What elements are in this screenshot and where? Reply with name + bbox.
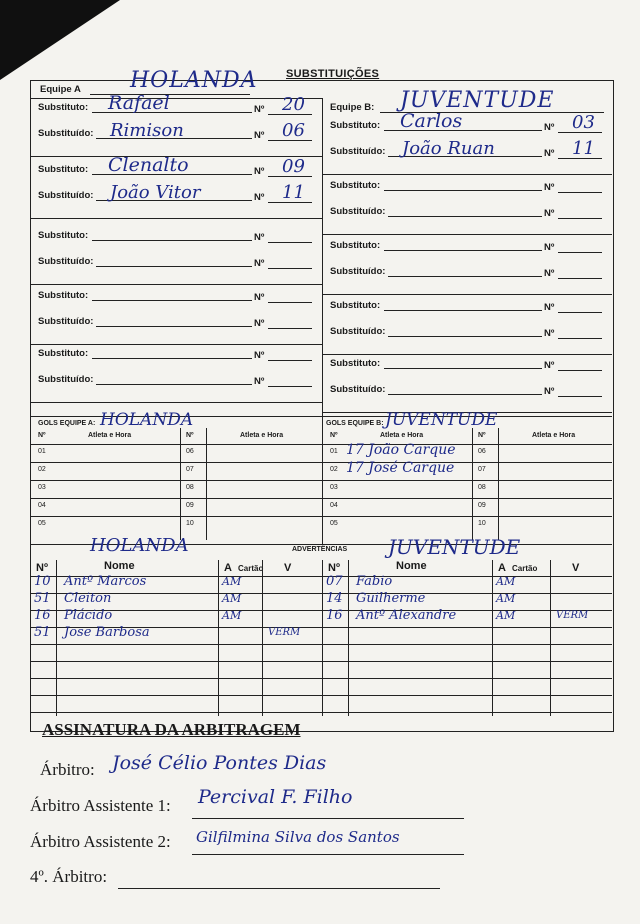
right-substituto-label-3: Substituto: — [330, 300, 381, 311]
left-substituido-num-label-1: Nº — [254, 192, 265, 203]
goal-row-num-b-right: 10 — [478, 520, 486, 527]
gols-a-label: GOLS EQUIPE A: — [38, 420, 96, 427]
left-substituto-num-label-0: Nº — [254, 104, 265, 115]
left-warn-no-head: Nº — [36, 562, 48, 574]
adv-team-b: JUVENTUDE — [388, 535, 521, 559]
warn-row-rule — [30, 610, 612, 611]
team-b-name: JUVENTUDE — [400, 88, 555, 113]
right-substituto-line-1 — [384, 190, 542, 191]
equipe-a-label: Equipe A — [40, 84, 81, 95]
left-substituto-label-3: Substituto: — [38, 290, 89, 301]
left-warn-a: AM — [222, 609, 242, 622]
left-substituto-line-4 — [92, 358, 252, 359]
right-substituido-label-0: Substituído: — [330, 146, 386, 157]
right-warn-v-head: V — [572, 562, 580, 574]
right-substituido-label-1: Substituído: — [330, 206, 386, 217]
right-warn-name: Fabio — [356, 574, 393, 589]
left-substituido-no-0: 06 — [282, 120, 305, 141]
right-warn-col-2 — [550, 560, 551, 716]
left-warn-a: AM — [222, 592, 242, 605]
right-substituto-num-line-3 — [558, 312, 602, 313]
goal-row-num: 01 — [38, 448, 46, 455]
left-substituto-num-label-2: Nº — [254, 232, 265, 243]
left-warn-a: AM — [222, 575, 242, 588]
right-warn-name: Antº Alexandre — [356, 608, 457, 623]
left-substituido-label-4: Substituído: — [38, 374, 94, 385]
left-pair-rule-1 — [30, 218, 322, 219]
goal-row-num-b: 04 — [330, 502, 338, 509]
arbitragem-heading: ASSINATURA DA ARBITRAGEM — [42, 720, 301, 739]
warn-row-rule — [30, 644, 612, 645]
goal-row-num-b: 03 — [330, 484, 338, 491]
right-substituto-label-2: Substituto: — [330, 240, 381, 251]
left-substituto-label-1: Substituto: — [38, 164, 89, 175]
right-warn-a: AM — [496, 575, 516, 588]
left-substituto-label-4: Substituto: — [38, 348, 89, 359]
right-warn-a-head: A — [498, 562, 506, 574]
goal-row-rule — [30, 516, 612, 517]
left-substituto-line-3 — [92, 300, 252, 301]
right-warn-col-1 — [492, 560, 493, 716]
goal-row-num-right: 07 — [186, 466, 194, 473]
right-substituto-num-label-4: Nº — [544, 360, 555, 371]
right-substituto-num-line-2 — [558, 252, 602, 253]
right-goal-num-head: Nº — [330, 432, 338, 439]
left-substituido-label-2: Substituído: — [38, 256, 94, 267]
left-substituido-label-1: Substituído: — [38, 190, 94, 201]
right-substituido-name-0: João Ruan — [402, 138, 495, 159]
left-substituido-num-line-2 — [268, 268, 312, 269]
right-goal-atleta-head: Atleta e Hora — [380, 432, 424, 439]
left-goal-num-head: Nº — [38, 432, 46, 439]
assist1-signature: Percival F. Filho — [198, 786, 353, 808]
goal-row-num-b-right: 09 — [478, 502, 486, 509]
right-warn-cartao-head: Cartão — [512, 564, 538, 573]
goal-row-num-right: 08 — [186, 484, 194, 491]
gols-b-label: GOLS EQUIPE B: — [326, 420, 384, 427]
left-warn-col-2 — [262, 560, 263, 716]
left-substituido-line-3 — [96, 326, 252, 327]
warn-row-rule — [30, 593, 612, 594]
right-warn-col-0 — [348, 560, 349, 716]
right-substituido-num-label-2: Nº — [544, 268, 555, 279]
adv-team-a: HOLANDA — [90, 535, 189, 556]
left-warn-no: 51 — [34, 625, 51, 640]
left-substituido-label-3: Substituído: — [38, 316, 94, 327]
assist1-line — [192, 818, 464, 819]
quarto-arbitro-line — [118, 888, 440, 889]
left-warn-name: Cleiton — [64, 591, 112, 606]
right-substituido-no-0: 11 — [572, 138, 595, 159]
goal-entry-b: 17 José Carque — [346, 460, 455, 476]
goal-row-num-right: 09 — [186, 502, 194, 509]
goal-row-num: 03 — [38, 484, 46, 491]
right-substituto-num-line-1 — [558, 192, 602, 193]
right-substituto-label-0: Substituto: — [330, 120, 381, 131]
gols-b-team: JUVENTUDE — [385, 410, 498, 430]
left-substituto-label-0: Substituto: — [38, 102, 89, 113]
page-title: SUBSTITUIÇÕES — [286, 68, 380, 80]
left-substituto-name-1: Clenalto — [108, 154, 189, 176]
warn-row-rule — [30, 695, 612, 696]
right-substituto-num-line-4 — [558, 370, 602, 371]
equipe-b-label: Equipe B: — [330, 102, 375, 113]
goal-row-rule — [30, 444, 612, 445]
goal-row-num: 05 — [38, 520, 46, 527]
right-goal-num-head-2: Nº — [478, 432, 486, 439]
left-substituido-num-label-4: Nº — [254, 376, 265, 387]
left-warn-name: Plácido — [64, 608, 113, 623]
right-substituto-line-3 — [384, 310, 542, 311]
left-warn-name: Jose Barbosa — [64, 625, 150, 640]
assist2-signature: Gilfilmina Silva dos Santos — [196, 828, 400, 846]
center-divider — [322, 98, 323, 416]
warn-row-rule — [30, 712, 612, 713]
right-substituto-name-0: Carlos — [400, 110, 463, 132]
right-warn-nome-head: Nome — [396, 560, 427, 572]
goal-row-num: 02 — [38, 466, 46, 473]
left-warn-no: 16 — [34, 608, 51, 623]
goal-row-rule — [30, 480, 612, 481]
assist2-label: Árbitro Assistente 2: — [30, 832, 171, 851]
left-substituto-name-0: Rafael — [108, 92, 170, 114]
gols-a-team: HOLANDA — [100, 410, 194, 430]
left-warn-cartao-head: Cartão — [238, 564, 264, 573]
right-substituto-num-label-1: Nº — [544, 182, 555, 193]
goal-row-num-b: 01 — [330, 448, 338, 455]
left-substituido-name-1: João Vitor — [110, 182, 201, 203]
left-substituto-label-2: Substituto: — [38, 230, 89, 241]
left-warn-no: 10 — [34, 574, 51, 589]
right-substituto-num-label-2: Nº — [544, 242, 555, 253]
left-warn-a-head: A — [224, 562, 232, 574]
right-substituido-line-2 — [388, 276, 542, 277]
left-substituido-line-4 — [96, 384, 252, 385]
warn-center-divider — [322, 560, 323, 716]
right-warn-name: Guilherme — [356, 591, 426, 606]
right-substituido-line-4 — [388, 394, 542, 395]
right-pair-rule-0 — [322, 174, 612, 175]
right-warn-no: 14 — [326, 591, 343, 606]
left-substituido-no-1: 11 — [282, 182, 305, 203]
right-goal-atleta-head-2: Atleta e Hora — [532, 432, 576, 439]
advertencias-label: ADVERTÊNCIAS — [292, 546, 348, 553]
assist2-line — [192, 854, 464, 855]
left-substituido-num-line-3 — [268, 328, 312, 329]
right-substituido-num-line-2 — [558, 278, 602, 279]
right-substituto-no-0: 03 — [572, 112, 595, 133]
left-substituto-no-0: 20 — [282, 94, 305, 115]
left-substituto-num-line-3 — [268, 302, 312, 303]
left-substituto-no-1: 09 — [282, 156, 305, 177]
goal-row-num-b-right: 07 — [478, 466, 486, 473]
right-substituido-num-label-3: Nº — [544, 328, 555, 339]
goal-row-rule — [30, 462, 612, 463]
left-substituido-num-label-2: Nº — [254, 258, 265, 269]
left-pair-rule-2 — [30, 284, 322, 285]
right-substituido-num-label-1: Nº — [544, 208, 555, 219]
left-substituido-name-0: Rimison — [110, 120, 184, 141]
left-warn-v: VERM — [268, 627, 301, 638]
right-substituto-label-1: Substituto: — [330, 180, 381, 191]
right-substituto-line-4 — [384, 368, 542, 369]
right-warn-a: AM — [496, 609, 516, 622]
left-goal-atleta-head: Atleta e Hora — [88, 432, 132, 439]
left-substituido-label-0: Substituído: — [38, 128, 94, 139]
quarto-arbitro-label: 4º. Árbitro: — [30, 867, 108, 886]
right-substituido-num-line-3 — [558, 338, 602, 339]
right-warn-no: 16 — [326, 608, 343, 623]
right-substituto-label-4: Substituto: — [330, 358, 381, 369]
assist1-label: Árbitro Assistente 1: — [30, 796, 171, 815]
goal-row-num: 04 — [38, 502, 46, 509]
right-warn-v: VERM — [556, 610, 589, 621]
right-pair-rule-3 — [322, 354, 612, 355]
right-substituto-num-label-0: Nº — [544, 122, 555, 133]
team-a-name: HOLANDA — [130, 68, 258, 93]
warn-row-rule — [30, 661, 612, 662]
right-warn-no: 07 — [326, 574, 343, 589]
equipe-a-rule — [30, 98, 322, 99]
left-substituto-num-label-3: Nº — [254, 292, 265, 303]
left-substituto-num-label-1: Nº — [254, 166, 265, 177]
left-substituto-num-label-4: Nº — [254, 350, 265, 361]
left-warn-nome-head: Nome — [104, 560, 135, 572]
arbitro-label: Árbitro: — [40, 760, 95, 779]
goal-entry-b: 17 João Carque — [346, 442, 456, 458]
goal-row-num-right: 10 — [186, 520, 194, 527]
left-warn-col-0 — [56, 560, 57, 716]
left-pair-rule-4 — [30, 402, 322, 403]
dark-corner — [0, 0, 120, 80]
right-warn-a: AM — [496, 592, 516, 605]
left-substituto-num-line-4 — [268, 360, 312, 361]
warn-row-rule — [30, 678, 612, 679]
right-substituto-num-label-3: Nº — [544, 302, 555, 313]
right-warn-no-head: Nº — [328, 562, 340, 574]
goal-row-num-b: 02 — [330, 466, 338, 473]
right-substituido-line-1 — [388, 216, 542, 217]
right-substituido-num-line-1 — [558, 218, 602, 219]
goal-row-rule — [30, 498, 612, 499]
left-pair-rule-3 — [30, 344, 322, 345]
left-substituido-line-2 — [96, 266, 252, 267]
left-warn-name: Antº Marcos — [64, 574, 147, 589]
right-substituido-num-label-0: Nº — [544, 148, 555, 159]
left-substituido-num-line-4 — [268, 386, 312, 387]
left-warn-col-1 — [218, 560, 219, 716]
left-substituto-line-2 — [92, 240, 252, 241]
right-substituido-num-label-4: Nº — [544, 386, 555, 397]
left-warn-v-head: V — [284, 562, 292, 574]
left-goal-atleta-head-2: Atleta e Hora — [240, 432, 284, 439]
goal-row-num-b: 05 — [330, 520, 338, 527]
arbitro-signature: José Célio Pontes Dias — [112, 752, 327, 774]
right-substituido-label-3: Substituído: — [330, 326, 386, 337]
right-substituido-label-2: Substituído: — [330, 266, 386, 277]
left-warn-no: 51 — [34, 591, 51, 606]
right-substituido-num-line-4 — [558, 396, 602, 397]
right-substituido-label-4: Substituído: — [330, 384, 386, 395]
goal-row-num-b-right: 08 — [478, 484, 486, 491]
right-pair-rule-1 — [322, 234, 612, 235]
left-substituido-num-label-0: Nº — [254, 130, 265, 141]
left-substituto-num-line-2 — [268, 242, 312, 243]
goal-row-num-b-right: 06 — [478, 448, 486, 455]
goal-row-num-right: 06 — [186, 448, 194, 455]
right-pair-rule-2 — [322, 294, 612, 295]
left-substituido-num-label-3: Nº — [254, 318, 265, 329]
left-goal-num-head-2: Nº — [186, 432, 194, 439]
right-substituido-line-3 — [388, 336, 542, 337]
right-substituto-line-2 — [384, 250, 542, 251]
